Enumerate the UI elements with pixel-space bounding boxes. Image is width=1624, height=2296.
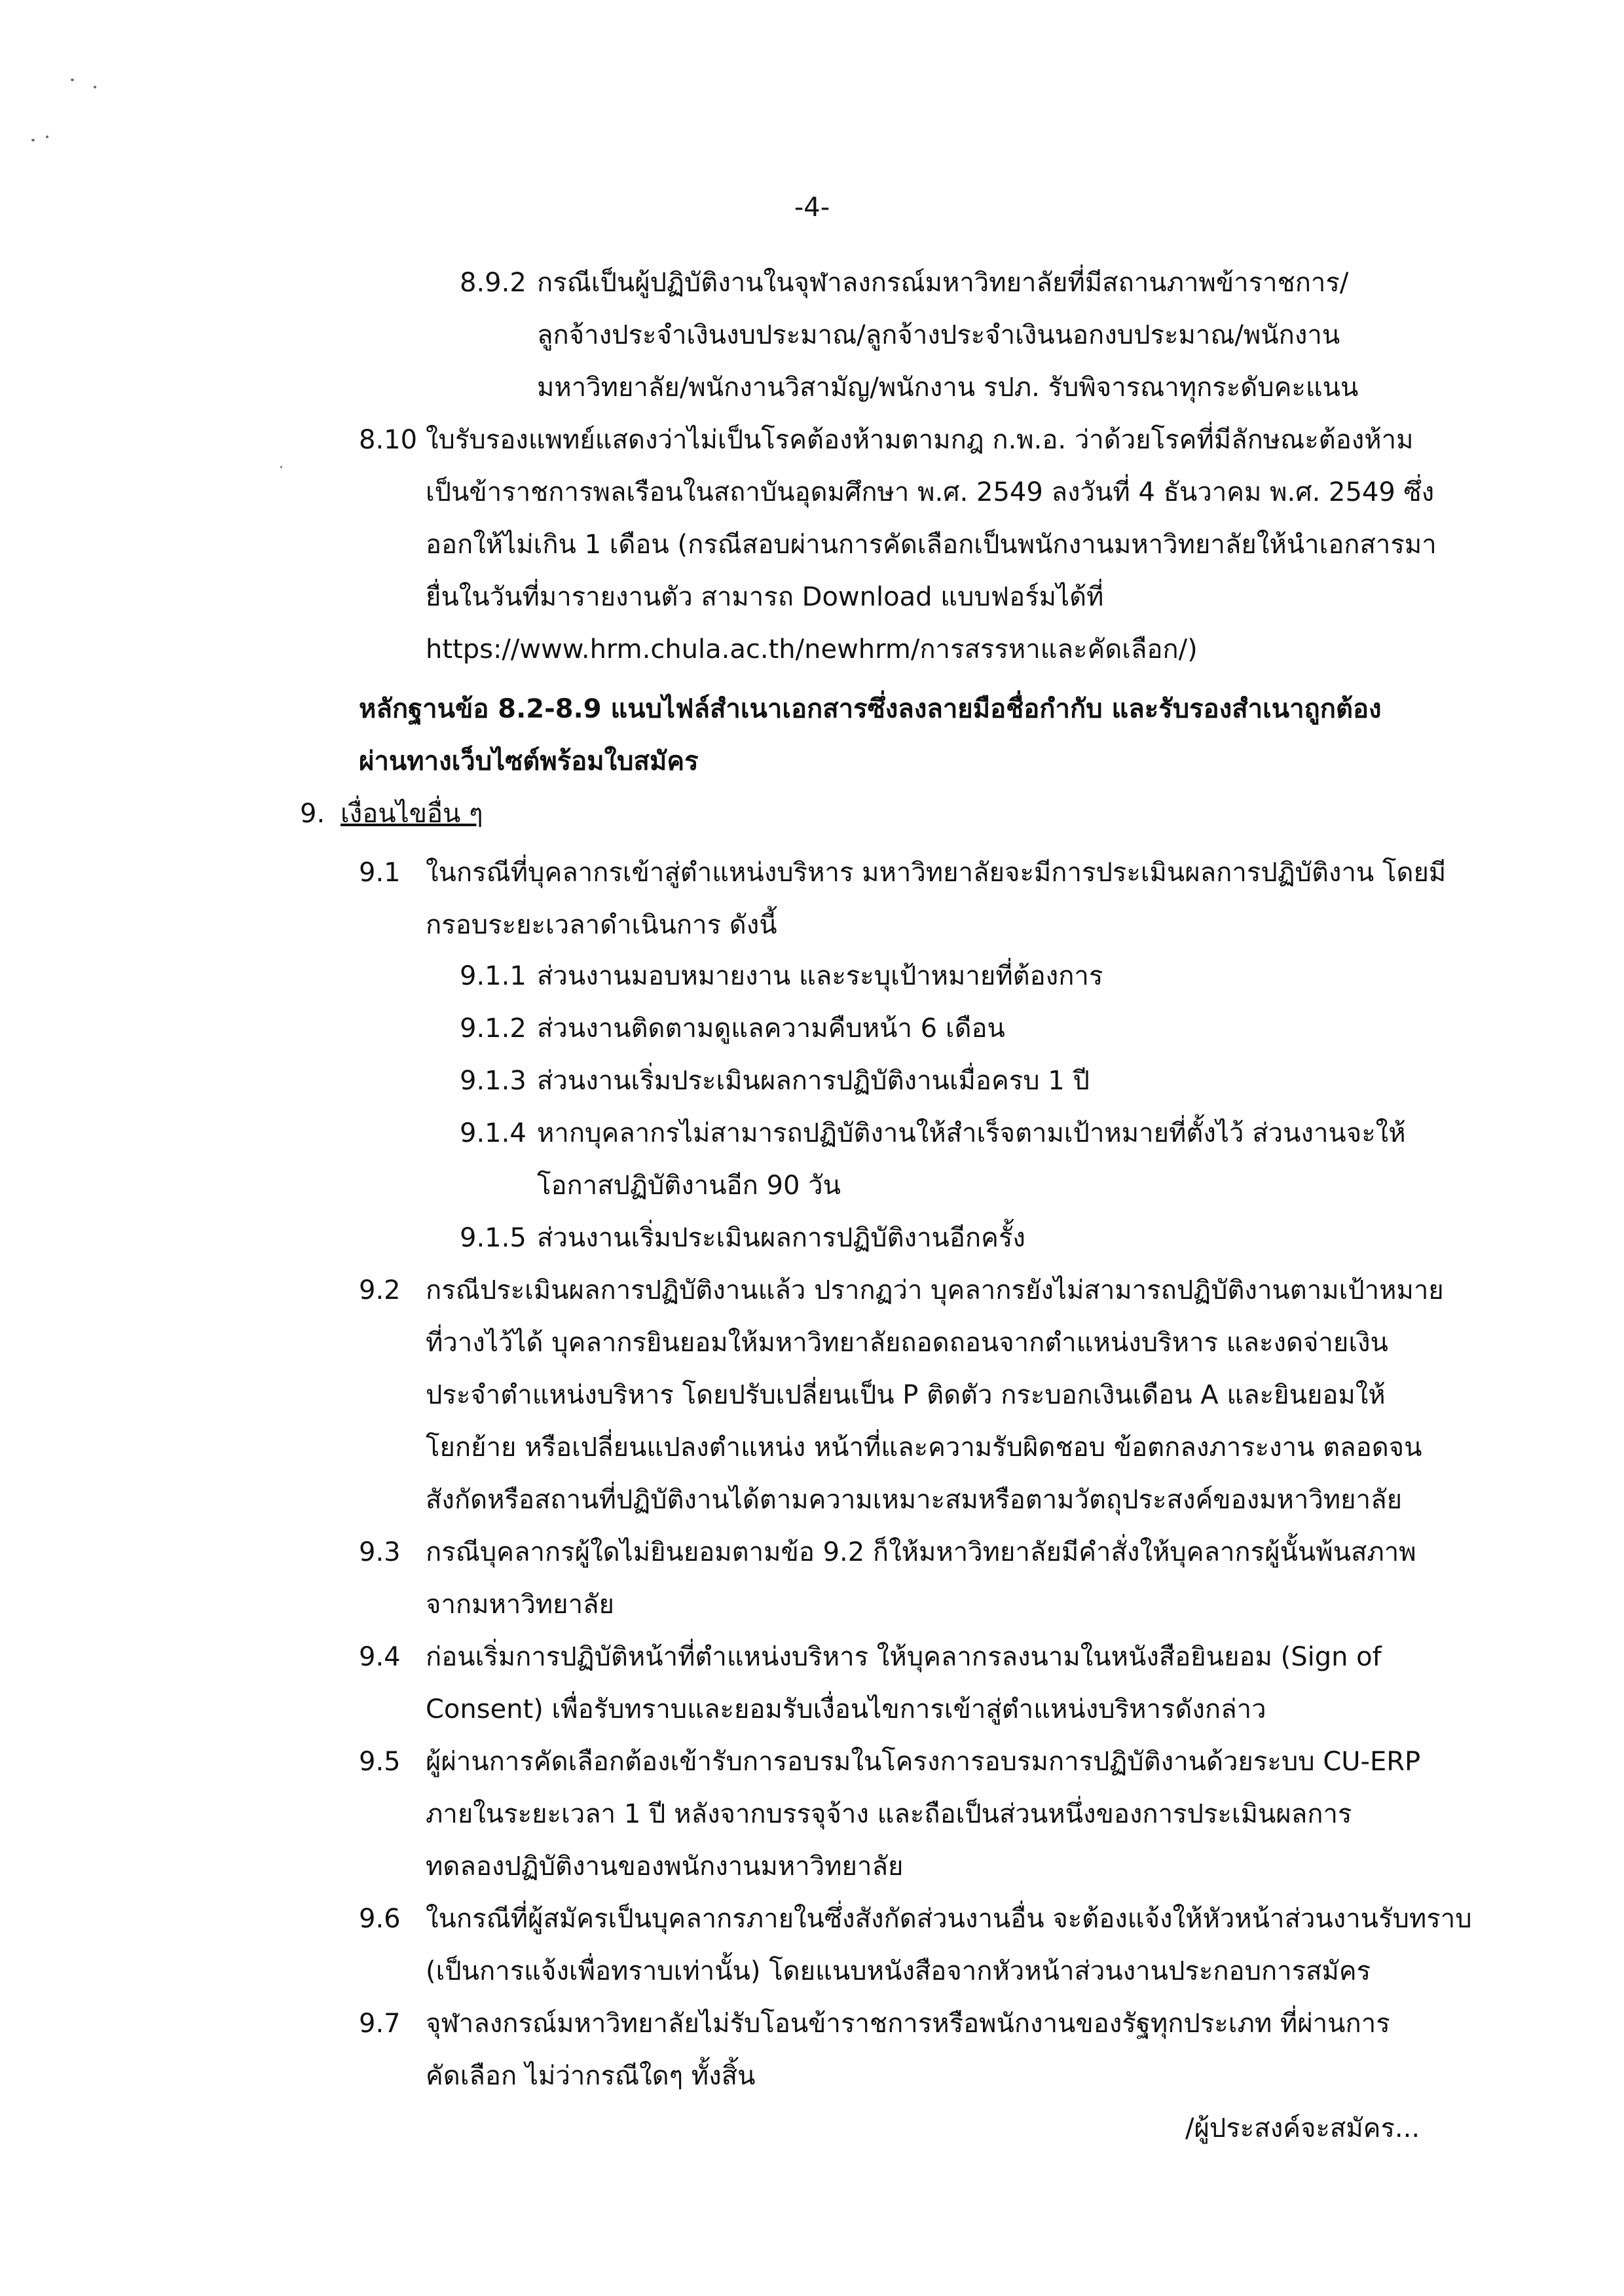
item-9-5-line: ผู้ผ่านการคัดเลือกต้องเข้ารับการอบรมในโครงการอบรมการปฏิบัติงานด้วยระบบ CU-ERP <box>426 1747 1421 1777</box>
scan-speck <box>46 136 48 138</box>
item-9-7-line: คัดเลือก ไม่ว่ากรณีใดๆ ทั้งสิ้น <box>426 2061 756 2091</box>
item-9-2-line: สังกัดหรือสถานที่ปฏิบัติงานได้ตามความเหมาะสมหรือตามวัตถุประสงค์ของมหาวิทยาลัย <box>426 1485 1403 1515</box>
scan-speck <box>71 79 74 81</box>
item-number-9-1-5: 9.1.5 <box>460 1223 526 1253</box>
item-9-1-1-line: ส่วนงานมอบหมายงาน และระบุเป้าหมายที่ต้องการ <box>537 961 1103 991</box>
item-9-2-line: ที่วางไว้ได้ บุคลากรยินยอมให้มหาวิทยาลัยถอดถอนจากตำแหน่งบริหาร และงดจ่ายเงิน <box>426 1328 1388 1358</box>
item-9-5-line: ภายในระยะเวลา 1 ปี หลังจากบรรจุจ้าง และถือเป็นส่วนหนึ่งของการประเมินผลการ <box>426 1799 1352 1829</box>
item-8-10-line: ออกให้ไม่เกิน 1 เดือน (กรณีสอบผ่านการคัดเลือกเป็นพนักงานมหาวิทยาลัยให้นำเอกสารมา <box>426 530 1437 560</box>
item-number-9-1-1: 9.1.1 <box>460 961 526 991</box>
scan-speck <box>94 86 96 88</box>
item-9-6-line: ในกรณีที่ผู้สมัครเป็นบุคลากรภายในซึ่งสังกัดส่วนงานอื่น จะต้องแจ้งให้หัวหน้าส่วนงานรับทราบ <box>426 1904 1472 1934</box>
item-number-9-3: 9.3 <box>359 1537 401 1567</box>
item-9-5-line: ทดลองปฏิบัติงานของพนักงานมหาวิทยาลัย <box>426 1851 904 1882</box>
item-8-9-2-line: มหาวิทยาลัย/พนักงานวิสามัญ/พนักงาน รปภ. รับพิจารณาทุกระดับคะแนน <box>537 373 1359 403</box>
evidence-note-line: หลักฐานข้อ 8.2-8.9 แนบไฟล์สำเนาเอกสารซึ่งลงลายมือชื่อกำกับ และรับรองสำเนาถูกต้อง <box>359 694 1382 724</box>
item-number-9-7: 9.7 <box>359 2009 401 2039</box>
item-8-10-line: https://www.hrm.chula.ac.th/newhrm/การสรรหาและคัดเลือก/) <box>426 634 1198 665</box>
item-9-2-line: ประจำตำแหน่งบริหาร โดยปรับเปลี่ยนเป็น P ติดตัว กระบอกเงินเดือน A และยินยอมให้ <box>426 1380 1386 1410</box>
item-number-8-10: 8.10 <box>359 425 418 455</box>
item-number-9-6: 9.6 <box>359 1904 401 1934</box>
continuation-text: /ผู้ประสงค์จะสมัคร... <box>1185 2113 1420 2143</box>
item-9-3-line: กรณีบุคลากรผู้ใดไม่ยินยอมตามข้อ 9.2 ก็ให้มหาวิทยาลัยมีคำสั่งให้บุคลากรผู้นั้นพ้นสภาพ <box>426 1537 1416 1567</box>
item-9-4-line: ก่อนเริ่มการปฏิบัติหน้าที่ตำแหน่งบริหาร ให้บุคลากรลงนามในหนังสือยินยอม (Sign of <box>426 1642 1382 1672</box>
item-9-1-line: ในกรณีที่บุคลากรเข้าสู่ตำแหน่งบริหาร มหาวิทยาลัยจะมีการประเมินผลการปฏิบัติงาน โดยมี <box>426 858 1447 888</box>
item-number-9-2: 9.2 <box>359 1275 401 1305</box>
scan-speck <box>31 139 35 141</box>
item-number-9-1: 9.1 <box>359 858 401 888</box>
item-8-9-2-line: กรณีเป็นผู้ปฏิบัติงานในจุฬาลงกรณ์มหาวิทยาลัยที่มีสถานภาพข้าราชการ/ <box>537 268 1349 298</box>
item-8-10-line: ใบรับรองแพทย์แสดงว่าไม่เป็นโรคต้องห้ามตามกฎ ก.พ.อ. ว่าด้วยโรคที่มีลักษณะต้องห้าม <box>426 425 1414 455</box>
item-number-9-1-2: 9.1.2 <box>460 1013 526 1044</box>
item-9-1-4-line: หากบุคลากรไม่สามารถปฏิบัติงานให้สำเร็จตามเป้าหมายที่ตั้งไว้ ส่วนงานจะให้ <box>537 1118 1406 1148</box>
item-9-1-2-line: ส่วนงานติดตามดูแลความคืบหน้า 6 เดือน <box>537 1013 1005 1044</box>
item-9-1-5-line: ส่วนงานเริ่มประเมินผลการปฏิบัติงานอีกครั้ง <box>537 1223 1025 1253</box>
item-number-9-1-3: 9.1.3 <box>460 1066 526 1096</box>
item-8-10-line: ยื่นในวันที่มารายงานตัว สามารถ Download แบบฟอร์มได้ที่ <box>426 582 1104 612</box>
item-8-10-line: เป็นข้าราชการพลเรือนในสถาบันอุดมศึกษา พ.ศ. 2549 ลงวันที่ 4 ธันวาคม พ.ศ. 2549 ซึ่ง <box>426 477 1435 507</box>
item-9-6-line: (เป็นการแจ้งเพื่อทราบเท่านั้น) โดยแนบหนังสือจากหัวหน้าส่วนงานประกอบการสมัคร <box>426 1956 1371 1986</box>
item-number-9-1-4: 9.1.4 <box>460 1118 526 1148</box>
item-9-2-line: กรณีประเมินผลการปฏิบัติงานแล้ว ปรากฏว่า บุคลากรยังไม่สามารถปฏิบัติงานตามเป้าหมาย <box>426 1275 1444 1305</box>
section-9-title: เงื่อนไขอื่น ๆ <box>341 799 483 829</box>
section-number-9: 9. <box>300 799 325 829</box>
page-number: -4- <box>794 192 830 223</box>
item-9-3-line: จากมหาวิทยาลัย <box>426 1590 614 1620</box>
item-8-9-2-line: ลูกจ้างประจำเงินงบประมาณ/ลูกจ้างประจำเงินนอกงบประมาณ/พนักงาน <box>537 320 1340 350</box>
item-number-8-9-2: 8.9.2 <box>460 268 526 298</box>
item-9-2-line: โยกย้าย หรือเปลี่ยนแปลงตำแหน่ง หน้าที่และความรับผิดชอบ ข้อตกลงภาระงาน ตลอดจน <box>426 1432 1422 1463</box>
item-9-1-4-line: โอกาสปฏิบัติงานอีก 90 วัน <box>537 1171 841 1201</box>
evidence-note-line: ผ่านทางเว็บไซต์พร้อมใบสมัคร <box>359 746 699 776</box>
item-9-7-line: จุฬาลงกรณ์มหาวิทยาลัยไม่รับโอนข้าราชการหรือพนักงานของรัฐทุกประเภท ที่ผ่านการ <box>426 2009 1390 2039</box>
item-number-9-4: 9.4 <box>359 1642 401 1672</box>
item-number-9-5: 9.5 <box>359 1747 401 1777</box>
item-9-4-line: Consent) เพื่อรับทราบและยอมรับเงื่อนไขการเข้าสู่ตำแหน่งบริหารดังกล่าว <box>426 1694 1266 1724</box>
item-9-1-3-line: ส่วนงานเริ่มประเมินผลการปฏิบัติงานเมื่อครบ 1 ปี <box>537 1066 1090 1096</box>
item-9-1-line: กรอบระยะเวลาดำเนินการ ดังนี้ <box>426 910 777 940</box>
scan-speck <box>280 466 282 468</box>
